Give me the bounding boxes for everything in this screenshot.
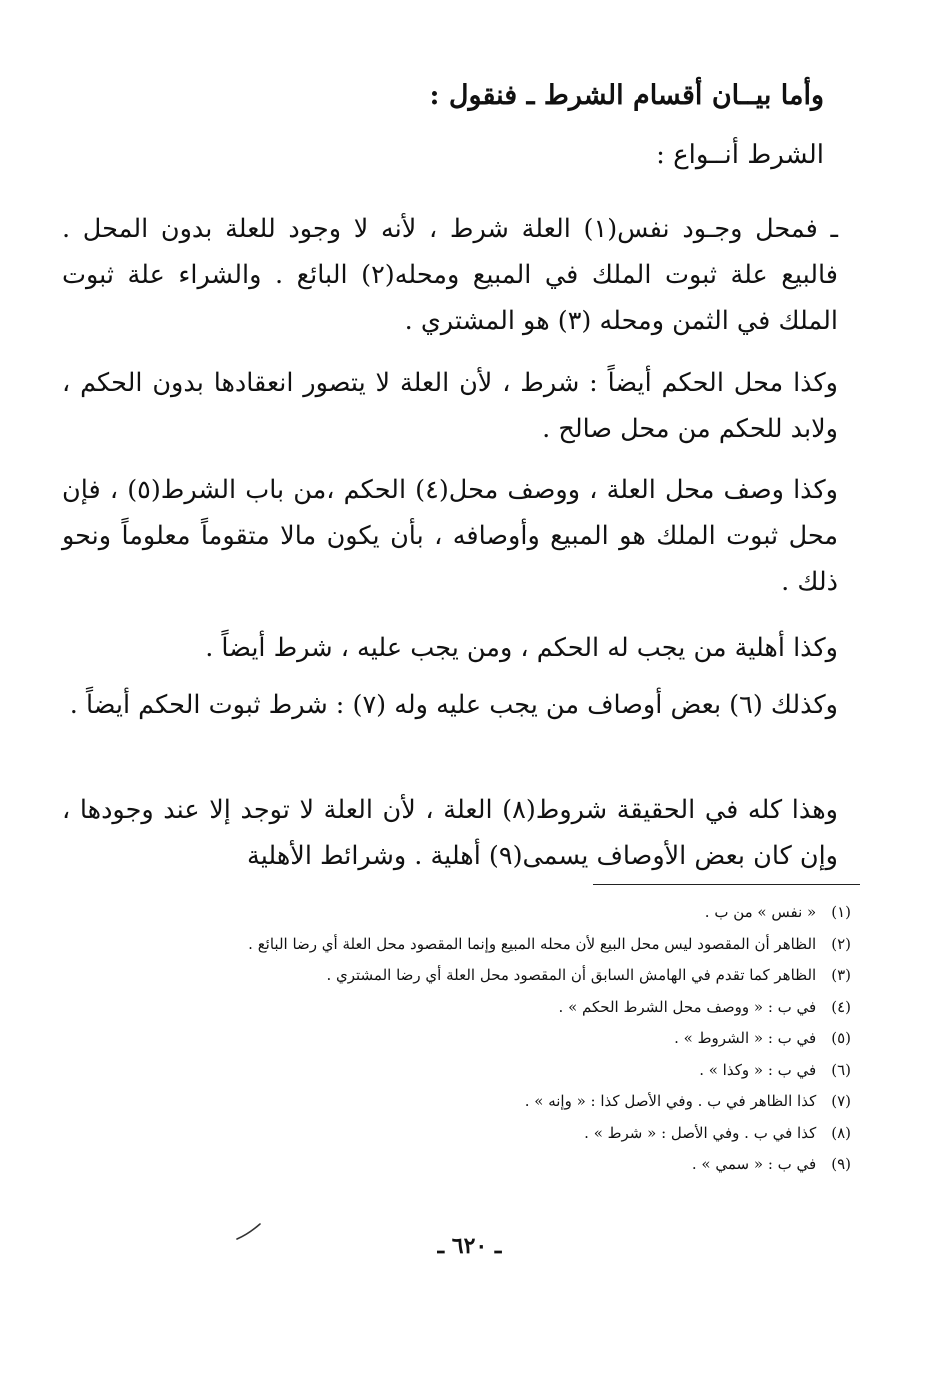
body-paragraph: وهذا كله في الحقيقة شروط(٨) العلة ، لأن العلة لا توجد إلا عند وجودها ، وإن كان بعض الأوصاف يسمى(٩) أهلية . وشرائط الأهلية	[62, 795, 838, 871]
footnote-number: (٧)	[831, 1092, 851, 1110]
body-paragraph: وكذلك (٦) بعض أوصاف من يجب عليه وله (٧) : شرط ثبوت الحكم أيضاً .	[69, 690, 838, 720]
footnote-number: (٦)	[831, 1060, 851, 1079]
section-heading: وأما بيــان أقسام الشرط ـ فنقول :	[429, 80, 824, 111]
footnote-item	[131, 992, 851, 1024]
footnote-text: « نفس » من ب .	[704, 903, 817, 921]
footnote-text: كذا في ب . وفي الأصل : « شرط » .	[584, 1123, 817, 1142]
footnote-separator	[593, 884, 860, 885]
body-paragraph: وكذا محل الحكم أيضاً : شرط ، لأن العلة لا يتصور انعقادها بدون الحكم ، ولابد للحكم من محل صالح .	[62, 368, 838, 444]
footnote-item	[131, 1086, 851, 1118]
footnote-number: (١)	[831, 903, 851, 921]
footnote-text: الظاهر كما تقدم في الهامش السابق أن المقصود محل العلة أي رضا المشتري .	[326, 966, 817, 984]
footnote-item	[131, 929, 851, 961]
section-subheading: الشرط أنــواع :	[656, 140, 824, 170]
footnote-text: كذا الظاهر في ب . وفي الأصل كذا : « وإنه » .	[524, 1092, 817, 1110]
footnote-item	[131, 897, 851, 929]
footnote-number: (٤)	[831, 997, 851, 1016]
footnote-number: (٢)	[831, 934, 851, 953]
footnote-item	[131, 1055, 851, 1087]
footnote-text: في ب : « سمي » .	[691, 1155, 817, 1173]
footnote-text: في ب : « وكذا » .	[699, 1060, 817, 1079]
footnote-item	[131, 1023, 851, 1055]
footnote-text: في ب : « الشروط » .	[674, 1029, 817, 1047]
footnote-text: في ب : « ووصف محل الشرط الحكم » .	[558, 997, 817, 1016]
page-number: ـ ٦٢٠ ـ	[437, 1233, 502, 1259]
footnote-number: (٥)	[831, 1029, 851, 1047]
footnote-number: (٩)	[831, 1155, 851, 1173]
body-paragraph: وكذا أهلية من يجب له الحكم ، ومن يجب عليه ، شرط أيضاً .	[205, 633, 838, 663]
footnote-item	[131, 960, 851, 992]
footnotes	[131, 897, 851, 1181]
footnote-number: (٨)	[831, 1123, 851, 1142]
footnote-text: الظاهر أن المقصود ليس محل البيع لأن محله المبيع وإنما المقصود محل العلة أي رضا البائع .	[248, 934, 817, 953]
body-paragraph: وكذا وصف محل العلة ، ووصف محل(٤) الحكم ،من باب الشرط(٥) ، فإن محل ثبوت الملك هو المبيع وأوصافه ، بأن يكون مالا متقوماً معلوماً ونحو ذلك .	[62, 475, 838, 597]
footnote-item	[131, 1149, 851, 1181]
footnote-number: (٣)	[831, 966, 851, 984]
body-paragraph: ـ فمحل وجـود نفس(١) العلة شرط ، لأنه لا وجود للعلة بدون المحل . فالبيع علة ثبوت الملك في المبيع ومحله(٢) البائع . والشراء علة ثبوت الملك في الثمن ومحله (٣) هو المشتري .	[62, 214, 838, 336]
footnote-item	[131, 1118, 851, 1150]
